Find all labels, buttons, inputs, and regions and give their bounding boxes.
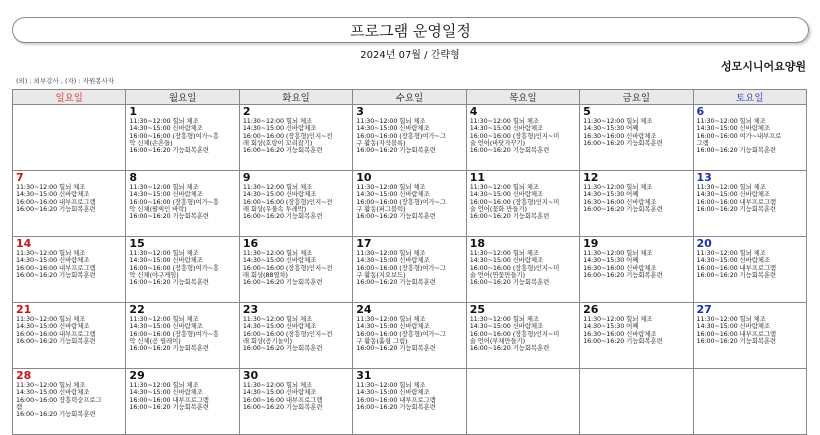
day-cell-2	[239, 105, 352, 171]
day-cell-7	[13, 171, 126, 237]
week-row	[13, 303, 807, 369]
day-number: 8	[129, 171, 138, 184]
day-number: 12	[583, 171, 599, 184]
schedule-line: 16:00~16:00 내부프로그램	[696, 329, 776, 338]
schedule-line: 16:00~16:00 (장흥형)인지~미	[469, 131, 560, 140]
week-row	[13, 105, 807, 171]
schedule-line: 11:30~12:00 힐뇌 체조	[16, 249, 86, 257]
schedule-line: 16:00~16:00 (장흥형)인지~전	[242, 329, 333, 338]
day-cell-8	[126, 171, 239, 237]
schedule-line: 14:30~15:00 신바람체조	[356, 322, 430, 331]
schedule-line: 14:30~15:30 어쩨	[583, 124, 639, 133]
schedule-line: 14:30~15:00 신바람체조	[469, 190, 544, 199]
day-cell-29	[126, 369, 239, 435]
schedule-line: 16:30~16:00 신바람체조	[583, 131, 657, 140]
weekday-header-wednesday: 수요일	[353, 90, 466, 105]
weekday-header-row	[13, 90, 807, 105]
schedule-line: 14:30~15:00 신바람체조	[469, 322, 544, 331]
day-cell-1	[126, 105, 239, 171]
schedule-line: 16:00~16:00 (장흥형)인지~전	[242, 197, 333, 206]
schedule-line: 14:30~15:00 신바람체조	[242, 322, 317, 331]
day-cell-10	[353, 171, 466, 237]
day-cell-27	[693, 303, 806, 369]
schedule-line: 그램	[696, 138, 709, 147]
day-number: 4	[469, 105, 478, 118]
schedule-line: 16:00~16:20 기능회복훈련	[469, 344, 550, 353]
schedule-line: 16:00~16:00 (장흥형)여가~흥	[129, 263, 219, 272]
schedule-line: 11:30~12:00 힐뇌 체조	[583, 117, 653, 125]
day-number: 19	[583, 237, 599, 250]
schedule-line: 11:30~12:00 힐뇌 체조	[469, 315, 539, 323]
day-number: 20	[696, 237, 712, 250]
day-cell-20	[693, 237, 806, 303]
schedule-line: 구 활동(퍼그블럭)	[356, 204, 406, 213]
day-number: 29	[129, 369, 145, 382]
schedule-line: 16:00~16:00 (장흥형)여가~그	[356, 263, 446, 272]
schedule-line: 11:30~12:00 힐뇌 체조	[356, 117, 426, 125]
day-cell-26	[580, 303, 693, 369]
day-number: 26	[583, 303, 599, 316]
schedule-line: 16:00~16:20 기능회복훈련	[696, 270, 776, 279]
schedule-line: 16:00~16:20 기능회복훈련	[356, 212, 436, 221]
schedule-line: 16:00~16:20 기능회복훈련	[16, 410, 96, 419]
day-cell-4	[466, 105, 579, 171]
weekday-header-thursday: 목요일	[466, 90, 579, 105]
day-cell-12	[580, 171, 693, 237]
week-row	[13, 171, 807, 237]
schedule-line: 14:30~15:00 신바람체조	[696, 190, 770, 199]
day-number: 21	[16, 303, 32, 316]
day-cell-14	[13, 237, 126, 303]
schedule-line: 16:00~16:20 기능회복훈련	[356, 146, 436, 155]
schedule-line: 16:00~16:00 내부프로그램	[16, 329, 96, 338]
day-cell-24	[353, 303, 466, 369]
schedule-line: 14:30~15:00 신바람체조	[242, 190, 317, 199]
schedule-line: 14:30~15:00 신바람체조	[696, 124, 770, 133]
day-cell-19	[580, 237, 693, 303]
day-cell-21	[13, 303, 126, 369]
schedule-line: 14:30~15:00 신바람체조	[129, 388, 203, 397]
day-cell-11	[466, 171, 579, 237]
schedule-line: 16:00~16:20 기능회복훈련	[129, 344, 209, 353]
schedule-line: 16:00~16:20 기능회복훈련	[129, 402, 209, 411]
schedule-line: 14:30~15:00 신바람체조	[16, 388, 90, 397]
schedule-line: 16:00~16:20 기능회복훈련	[356, 402, 436, 411]
day-cell-13	[693, 171, 806, 237]
day-number: 10	[356, 171, 372, 184]
schedule-line: 11:30~12:00 힐뇌 체조	[129, 381, 199, 389]
schedule-line: 16:00~16:20 기능회복훈련	[583, 204, 663, 213]
schedule-line: 16:00~16:20 기능회복훈련	[242, 344, 323, 353]
schedule-line: 11:30~12:00 힐뇌 체조	[583, 315, 653, 323]
day-cell-6	[693, 105, 806, 171]
schedule-line: 11:30~12:00 힐뇌 체조	[242, 183, 313, 191]
weekday-header-friday: 금요일	[580, 90, 693, 105]
schedule-line: 14:30~15:00 신바람체조	[129, 124, 203, 133]
schedule-line: 14:30~15:00 신바람체조	[356, 124, 430, 133]
schedule-line: 16:00~16:00 내부프로그램	[129, 395, 209, 404]
day-cell-9	[239, 171, 352, 237]
schedule-line: 구 활동(자석블록)	[356, 138, 406, 147]
schedule-line: 16:00~16:00 (장흥형)인지~미	[469, 197, 560, 206]
empty-day-cell	[466, 369, 579, 435]
schedule-line: 16:00~16:00 (장흥형)인지~미	[469, 329, 560, 338]
empty-day-cell	[580, 369, 693, 435]
day-number: 2	[242, 105, 251, 118]
schedule-line: 악 신체(손흔들)	[129, 138, 173, 147]
page-subtitle: 2024년 07월 / 간략형	[360, 50, 460, 61]
schedule-line: 술 언어(연꽃만들기)	[469, 270, 525, 279]
schedule-line: 11:30~12:00 힐뇌 체조	[583, 249, 653, 257]
schedule-line: 16:00~16:00 (장흥형)여가~흥	[129, 197, 219, 206]
schedule-line: 래 회상(우물속 투레박)	[242, 204, 307, 213]
day-number: 7	[16, 171, 24, 184]
weekday-header-sunday: 일요일	[13, 90, 126, 105]
day-cell-28	[13, 369, 126, 435]
schedule-line: 16:00~16:00 (장흥형)여가~그	[356, 131, 446, 140]
legend-note: (외) : 외부강사 , (자) : 자원봉사자	[16, 77, 115, 85]
schedule-line: 16:00~16:20 기능회복훈련	[16, 270, 96, 279]
day-number: 31	[356, 369, 372, 382]
day-number: 15	[129, 237, 145, 250]
schedule-line: 16:00~16:20 기능회복훈련	[696, 336, 776, 345]
page-title: 프로그램 운영일정	[350, 21, 471, 40]
week-row	[13, 237, 807, 303]
schedule-line: 램	[16, 402, 23, 411]
day-cell-3	[353, 105, 466, 171]
schedule-line: 14:30~15:00 신바람체조	[356, 190, 430, 199]
schedule-line: 14:30~15:00 신바람체조	[129, 322, 203, 331]
schedule-line: 14:30~15:00 신바람체조	[469, 124, 544, 133]
day-cell-16	[239, 237, 352, 303]
schedule-line: 14:30~15:30 어쩨	[583, 256, 639, 265]
schedule-line: 16:00~16:00 (장흥형)여가~그	[356, 197, 446, 206]
schedule-line: 14:30~15:00 신바람체조	[16, 322, 90, 331]
day-number: 17	[356, 237, 372, 250]
schedule-line: 16:00~16:20 기능회복훈련	[696, 204, 776, 213]
schedule-line: 16:00~16:20 기능회복훈련	[583, 270, 663, 279]
schedule-line: 14:30~15:00 신바람체조	[696, 256, 770, 265]
schedule-line: 16:00~16:20 기능회복훈련	[356, 344, 436, 353]
day-number: 27	[696, 303, 712, 316]
schedule-line: 16:30~16:00 신바람체조	[583, 197, 657, 206]
schedule-line: 구 활동(훌링 그림)	[356, 336, 408, 345]
schedule-line: 14:30~15:00 신바람체조	[696, 322, 770, 331]
schedule-line: 16:00~16:00 (장흥형)여가~흥	[129, 329, 219, 338]
day-number: 11	[469, 171, 485, 184]
day-number: 6	[696, 105, 705, 118]
schedule-line: 11:30~12:00 힐뇌 체조	[696, 315, 766, 323]
day-number: 23	[242, 303, 259, 316]
schedule-line: 14:30~15:30 어쩨	[583, 190, 639, 199]
schedule-line: 11:30~12:00 힐뇌 체조	[129, 117, 199, 125]
schedule-line: 16:00~16:20 기능회복훈련	[242, 212, 323, 221]
organization-name: 성모시니어요양원	[720, 60, 806, 73]
day-cell-15	[126, 237, 239, 303]
schedule-line: 16:00~16:00 내부프로그램	[696, 197, 776, 206]
day-number: 18	[469, 237, 485, 250]
weekday-header-saturday: 토요일	[693, 90, 806, 105]
schedule-line: 16:00~16:20 기능회복훈련	[16, 336, 96, 345]
schedule-line: 11:30~12:00 힐뇌 체조	[356, 315, 426, 323]
day-cell-5	[580, 105, 693, 171]
schedule-line: 16:00~16:20 기능회복훈련	[129, 146, 209, 155]
schedule-line: 14:30~15:00 신바람체조	[356, 256, 430, 265]
schedule-line: 악 신체(야구게임)	[129, 270, 179, 279]
schedule-line: 악 신체(공 릴레이)	[129, 336, 181, 345]
schedule-line: 11:30~12:00 힐뇌 체조	[16, 183, 86, 191]
schedule-line: 11:30~12:00 힐뇌 체조	[242, 249, 313, 257]
schedule-line: 11:30~12:00 힐뇌 체조	[242, 117, 313, 125]
day-cell-30	[239, 369, 352, 435]
day-cell-31	[353, 369, 466, 435]
schedule-line: 술 언어(부채만들기)	[469, 336, 525, 345]
weekday-header-monday: 월요일	[126, 90, 239, 105]
schedule-line: 11:30~12:00 힐뇌 체조	[242, 381, 313, 389]
schedule-line: 16:00~16:20 기능회복훈련	[469, 146, 550, 155]
schedule-line: 16:00~16:20 기능회복훈련	[583, 336, 663, 345]
day-number: 25	[469, 303, 485, 316]
schedule-line: 14:30~15:00 신바람체조	[356, 388, 430, 397]
schedule-line: 16:00~16:00 내부프로그램	[696, 263, 776, 272]
schedule-line: 16:00~16:00 (장흥형)여가~흥	[129, 131, 219, 140]
schedule-line: 11:30~12:00 힐뇌 체조	[583, 183, 653, 191]
schedule-line: 16:00~16:00 내부프로그램	[16, 197, 96, 206]
schedule-line: 16:00~16:00 (장흥형)인지~미	[469, 263, 560, 272]
day-number: 3	[356, 105, 364, 118]
schedule-line: 11:30~12:00 힐뇌 체조	[696, 117, 766, 125]
empty-day-cell	[13, 105, 126, 171]
schedule-line: 11:30~12:00 힐뇌 체조	[356, 249, 426, 257]
schedule-line: 11:30~12:00 힐뇌 체조	[16, 381, 86, 389]
schedule-line: 14:30~15:00 신바람체조	[242, 388, 317, 397]
schedule-line: 11:30~12:00 힐뇌 체조	[469, 183, 539, 191]
schedule-line: 14:30~15:00 신바람체조	[242, 124, 317, 133]
calendar-body	[13, 105, 807, 435]
schedule-line: 16:00~16:20 기능회복훈련	[583, 138, 663, 147]
schedule-line: 래 회상(88열차)	[242, 270, 288, 279]
schedule-line: 술 언어(꽃화 만들기)	[469, 204, 527, 213]
schedule-line: 16:00~16:20 기능회복훈련	[242, 146, 323, 155]
schedule-line: 16:00~16:20 기능회복훈련	[129, 278, 209, 287]
schedule-line: 16:00~16:20 기능회복훈련	[469, 278, 550, 287]
schedule-line: 14:30~15:00 신바람체조	[16, 256, 90, 265]
schedule-line: 16:00~16:20 기능회복훈련	[469, 212, 550, 221]
schedule-line: 16:30~16:00 신바람체조	[583, 263, 657, 272]
day-number: 1	[129, 105, 138, 118]
schedule-line: 11:30~12:00 힐뇌 체조	[696, 183, 766, 191]
day-number: 16	[242, 237, 259, 250]
schedule-line: 16:00~16:20 기능회복훈련	[696, 146, 776, 155]
schedule-line: 11:30~12:00 힐뇌 체조	[242, 315, 313, 323]
schedule-line: 11:30~12:00 힐뇌 체조	[469, 117, 539, 125]
schedule-line: 16:00~16:00 내부프로그램	[356, 395, 436, 404]
schedule-line: 래 회상(호랑이 꼬리잡기)	[242, 138, 313, 147]
day-cell-18	[466, 237, 579, 303]
schedule-line: 16:00~16:20 기능회복훈련	[242, 402, 323, 411]
day-number: 9	[242, 171, 251, 184]
schedule-line: 16:00~16:00 내부프로그램	[16, 263, 96, 272]
schedule-line: 구 활동(지오보드)	[356, 270, 406, 279]
schedule-line: 16:00~16:00 (장흥형)여가~그	[356, 329, 446, 338]
empty-day-cell	[693, 369, 806, 435]
schedule-line: 14:30~15:00 신바람체조	[129, 256, 203, 265]
schedule-line: 14:30~15:00 신바람체조	[242, 256, 317, 265]
schedule-line: 16:30~16:00 신바람체조	[583, 329, 657, 338]
schedule-line: 16:00~16:00 내부프로그램	[242, 395, 323, 404]
schedule-line: 16:00~16:20 기능회복훈련	[242, 278, 323, 287]
schedule-line: 래 회상(공기놀이)	[242, 336, 293, 345]
page-title-box	[12, 17, 809, 43]
day-number: 28	[16, 369, 32, 382]
schedule-line: 16:00~16:00 (장흥형)인지~전	[242, 131, 333, 140]
schedule-line: 14:30~15:30 어쩨	[583, 322, 639, 331]
schedule-line: 술 언어(바닷가꾸기)	[469, 138, 525, 147]
day-number: 5	[583, 105, 591, 118]
day-cell-23	[239, 303, 352, 369]
day-number: 30	[242, 369, 259, 382]
schedule-line: 11:30~12:00 힐뇌 체조	[696, 249, 766, 257]
day-number: 14	[16, 237, 32, 250]
schedule-line: 16:00~16:20 기능회복훈련	[16, 204, 96, 213]
calendar-table	[12, 89, 807, 435]
day-cell-17	[353, 237, 466, 303]
schedule-line: 16:00~16:00 장흥력숭프로그	[16, 395, 102, 404]
week-row	[13, 369, 807, 435]
weekday-header-tuesday: 화요일	[239, 90, 352, 105]
schedule-line: 14:30~15:00 신바람체조	[129, 190, 203, 199]
schedule-line: 11:30~12:00 힐뇌 체조	[129, 315, 199, 323]
schedule-line: 11:30~12:00 힐뇌 체조	[469, 249, 539, 257]
day-number: 13	[696, 171, 712, 184]
schedule-line: 11:30~12:00 힐뇌 체조	[16, 315, 86, 323]
day-cell-25	[466, 303, 579, 369]
schedule-line: 14:30~15:00 신바람체조	[469, 256, 544, 265]
schedule-line: 16:00~16:20 기능회복훈련	[129, 212, 209, 221]
day-cell-22	[126, 303, 239, 369]
schedule-line: 14:30~15:00 신바람체조	[16, 190, 90, 199]
day-number: 22	[129, 303, 145, 316]
schedule-line: 16:00~16:20 기능회복훈련	[356, 278, 436, 287]
schedule-line: 11:30~12:00 힐뇌 체조	[129, 249, 199, 257]
schedule-line: 11:30~12:00 힐뇌 체조	[356, 183, 426, 191]
schedule-line: 16:00~16:00 (장흥형)인지~전	[242, 263, 333, 272]
schedule-line: 악 신체(팔찌인 바락)	[129, 204, 187, 213]
day-number: 24	[356, 303, 372, 316]
schedule-line: 11:30~12:00 힐뇌 체조	[129, 183, 199, 191]
schedule-line: 16:00~16:00 여가~내부프로	[696, 131, 782, 140]
schedule-line: 11:30~12:00 힐뇌 체조	[356, 381, 426, 389]
